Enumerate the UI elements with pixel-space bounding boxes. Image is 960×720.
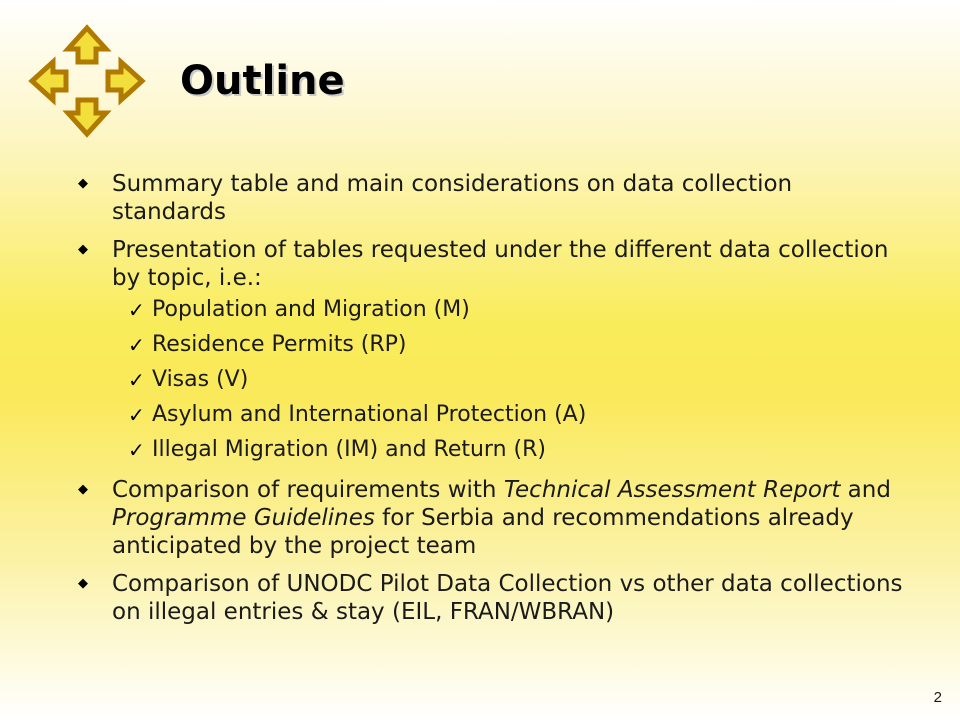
sub-item-text: Illegal Migration (IM) and Return (R): [152, 437, 546, 462]
bullet-text-emphasis: Technical Assessment Report: [503, 477, 841, 503]
bullet-text-emphasis: Programme Guidelines: [112, 505, 375, 531]
bullet-text: Presentation of tables requested under the different data collection by topic, i.e.:: [112, 237, 889, 291]
sub-item-text: Population and Migration (M): [152, 297, 470, 322]
checkmark-icon: ✓: [128, 438, 145, 462]
sub-item-text: Visas (V): [152, 367, 249, 392]
sub-item-text: Asylum and International Protection (A): [152, 402, 587, 427]
sub-list-item: [128, 401, 908, 429]
bullet-text-part: for Serbia and recommendations already anticipated by the project team: [112, 505, 854, 559]
list-item: [78, 170, 908, 226]
sub-list: [78, 296, 908, 464]
diamond-icon: ◆: [78, 576, 88, 591]
sub-list-item: [128, 331, 908, 359]
sub-item-text: Residence Permits (RP): [152, 332, 407, 357]
bullet-text: Comparison of UNODC Pilot Data Collection vs other data collections on illegal entries & stay (EIL, FRAN/WBRAN): [112, 571, 903, 625]
bullet-text-part: Comparison of requirements with: [112, 477, 504, 503]
outline-list: [78, 170, 908, 636]
page-number: 2: [933, 689, 942, 706]
diamond-icon: ◆: [78, 482, 88, 497]
bullet-text-part: and: [840, 477, 891, 503]
list-item: [78, 570, 908, 626]
checkmark-icon: ✓: [128, 298, 145, 322]
checkmark-icon: ✓: [128, 368, 145, 392]
checkmark-icon: ✓: [128, 333, 145, 357]
four-direction-arrows-icon: [28, 24, 146, 138]
diamond-icon: ◆: [78, 176, 88, 191]
bullet-text: Summary table and main considerations on data collection standards: [112, 171, 793, 225]
bullet-text: [112, 476, 908, 560]
sub-list-item: [128, 366, 908, 394]
checkmark-icon: ✓: [128, 403, 145, 427]
sub-list-item: [128, 436, 908, 464]
list-item: [78, 476, 908, 560]
list-item: [78, 236, 908, 292]
sub-list-item: [128, 296, 908, 324]
diamond-icon: ◆: [78, 242, 88, 257]
slide-title: Outline: [180, 58, 345, 104]
